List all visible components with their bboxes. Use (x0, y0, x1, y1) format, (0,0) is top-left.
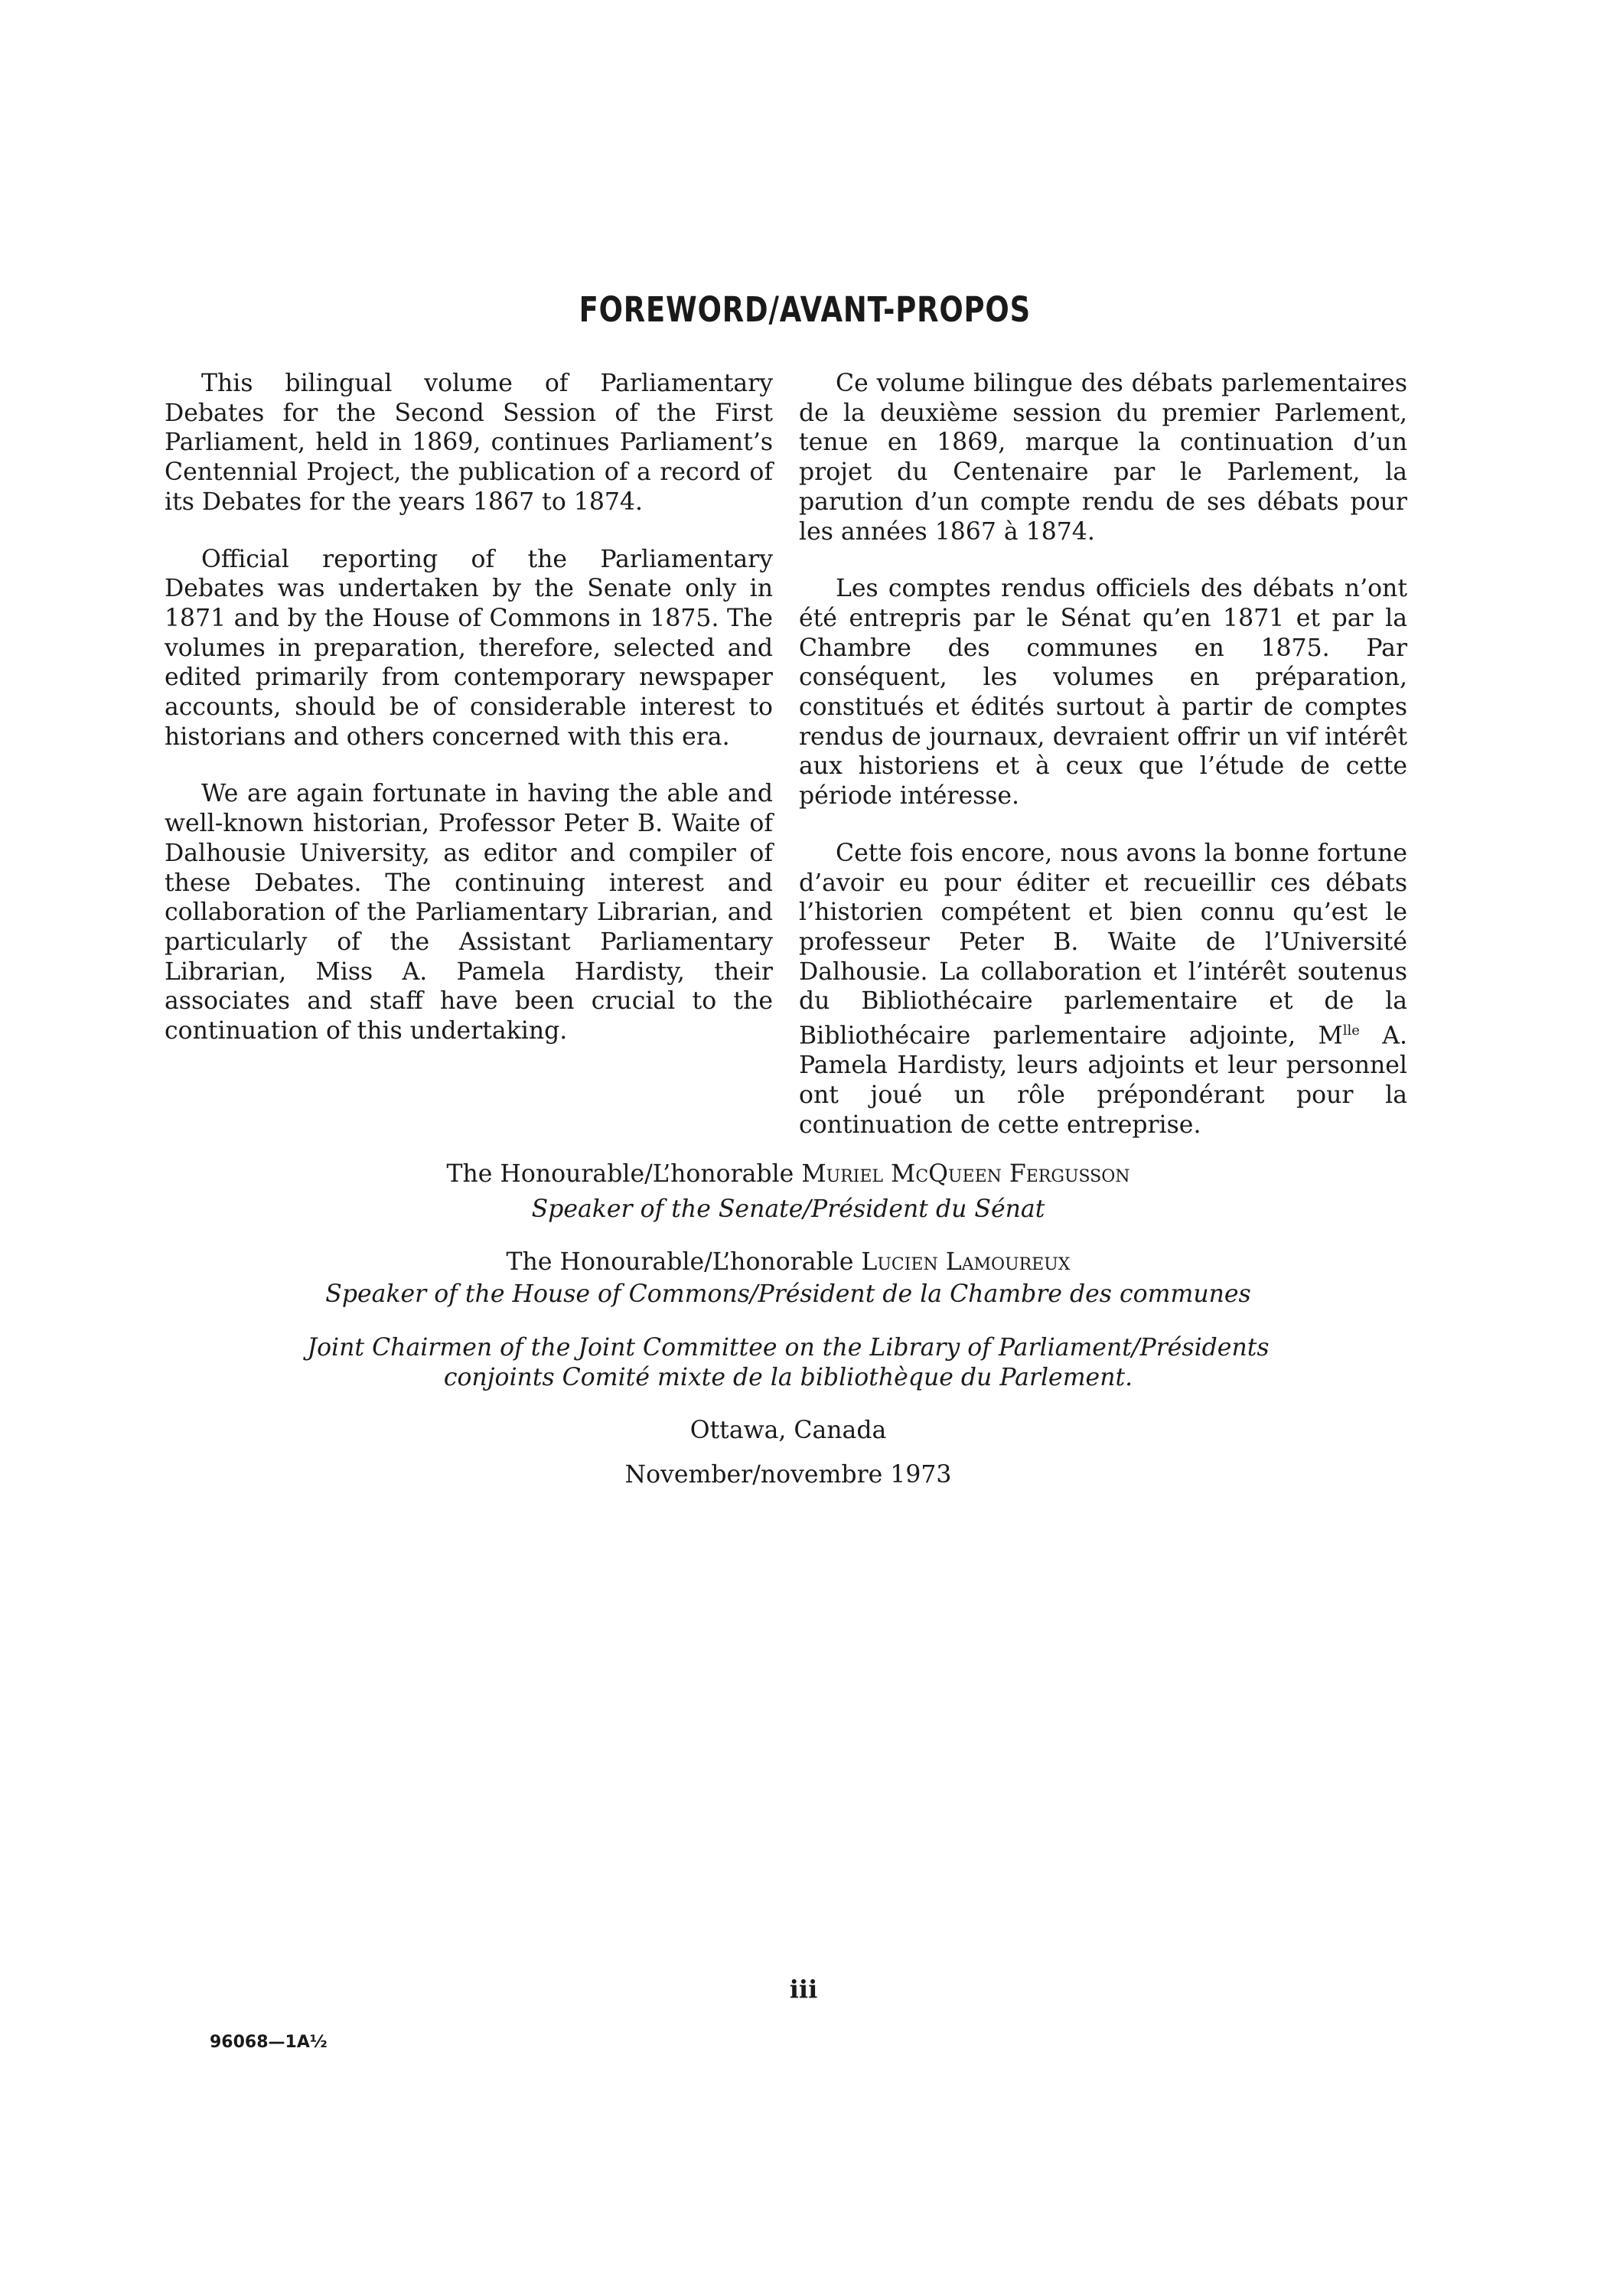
english-column (165, 369, 773, 1074)
french-paragraph-2: Les comptes rendus officiels des débats n’ont été entrepris par le Sénat qu’en 1871 et par la Chambre des communes en 1875. Par conséquent, les volumes en préparation, constitués et édités surtout à partir de comptes rendus de journaux, devraient offrir un vif intérêt aux historiens et à ceux que l’étude de cette période intéresse. (799, 575, 1407, 810)
page-title: FOREWORD/AVANT-PROPOS (579, 289, 1032, 330)
commons-speaker-line (165, 1247, 1412, 1277)
senate-speaker-title: Speaker of the Senate/Président du Sénat (531, 1195, 1045, 1223)
honourable-prefix-commons: The Honourable/L’honorable (506, 1248, 854, 1276)
french-column (799, 369, 1407, 1167)
place-line: Ottawa, Canada (689, 1417, 887, 1444)
joint-committee-line-1: Joint Chairmen of the Joint Committee on the Library of Parliament/Présidents (307, 1334, 1270, 1362)
french-paragraph-3-end: A. Pamela Hardisty, leurs adjoints et leur personnel ont joué un rôle prépondérant pour la continuation de cette entreprise. (799, 1022, 1407, 1139)
mlle-superscript: lle (1342, 1022, 1360, 1039)
senate-speaker-line (165, 1159, 1412, 1189)
honourable-prefix-senate: The Honourable/L’honorable (446, 1160, 794, 1188)
date-line: November/novembre 1973 (624, 1461, 952, 1489)
english-paragraph-1: This bilingual volume of Parliamentary Debates for the Second Session of the First Parliament, held in 1869, continues Parliament’s Centennial Project, the publication of a record of its Debates for the years 1867 to 1874. (165, 370, 773, 516)
page-number: iii (789, 1975, 818, 2004)
joint-committee-line-2: conjoints Comité mixte de la bibliothèque du Parlement. (443, 1364, 1133, 1391)
commons-speaker-name: Lucien Lamoureux (861, 1248, 1071, 1276)
french-paragraph-1: Ce volume bilingue des débats parlementaires de la deuxième session du premier Parlement, tenue en 1869, marque la continuation d’un projet du Centenaire par le Parlement, la parution d’un compte rendu de ses débats pour les années 1867 à 1874. (799, 370, 1407, 546)
print-code: 96068—1A½ (210, 2033, 328, 2052)
english-paragraph-2: Official reporting of the Parliamentary Debates was undertaken by the Senate only in 1871 and by the House of Commons in 1875. The volumes in preparation, therefore, selected and edited primarily from contemporary newspaper accounts, should be of considerable interest to historians and others concerned with this era. (165, 545, 773, 751)
french-paragraph-3-start: Cette fois encore, nous avons la bonne fortune d’avoir eu pour éditer et recueillir ces débats l’historien compétent et bien connu qu’est le professeur Peter B. Waite de l’Université Dalhousie. La collaboration et l’intérêt soutenus du Bibliothécaire parlementaire et de la Bibliothécaire parlementaire adjointe, M (799, 839, 1407, 1050)
english-paragraph-3: We are again fortunate in having the able and well-known historian, Professor Peter B. Waite of Dalhousie University, as editor and compiler of these Debates. The continuing interest and collaboration of the Parliamentary Librarian, and particularly of the Assistant Parliamentary Librarian, Miss A. Pamela Hardisty, their associates and staff have been crucial to the continuation of this undertaking. (165, 780, 773, 1045)
senate-speaker-name: Muriel McQueen Fergusson (801, 1160, 1130, 1188)
commons-speaker-title: Speaker of the House of Commons/Président de la Chambre des communes (325, 1280, 1251, 1308)
french-paragraph-3 (799, 839, 1407, 1140)
